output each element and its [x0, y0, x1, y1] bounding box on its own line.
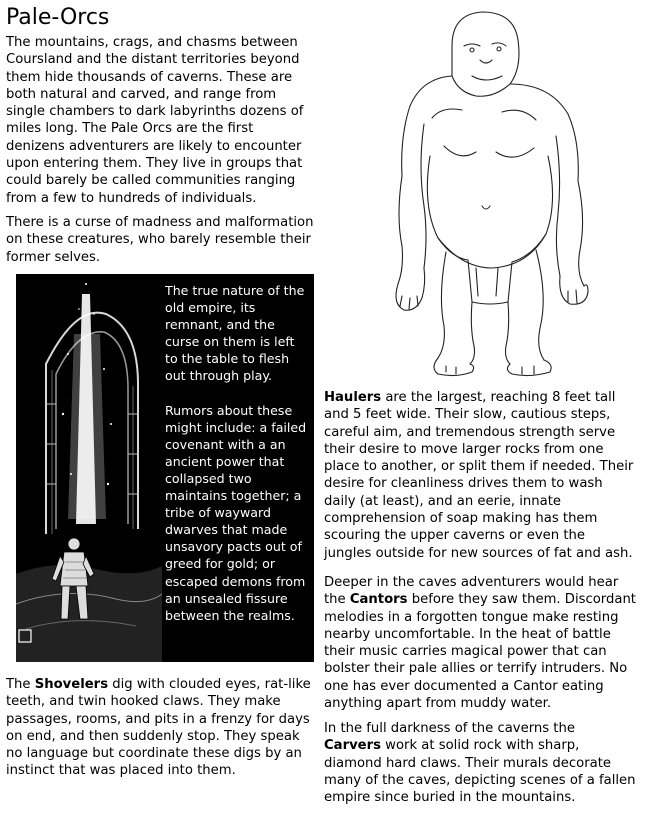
shovelers-lead: The — [6, 677, 35, 692]
haulers-name: Haulers — [324, 390, 382, 405]
carvers-paragraph — [324, 720, 636, 806]
cantors-text: before they saw them. Discordant melodies in a forgotten tongue make resting nearby uncomfortable. In the heat of battle their music carries magical power that can bolster their pale allies or terrify intruders. No one has ever documented a Cantor eating anything apart from muddy water. — [324, 592, 636, 712]
intro-paragraph: The mountains, crags, and chasms between Coursland and the distant territories beyond them hide thousands of caverns. These are both natural and carved, and range from single chambers to dark labyrinths dozens of miles long. The Pale Orcs are the first denizens adventurers are likely to encounter upon entering them. They live in groups that could barely be called communities ranging from a few to hundreds of individuals. — [6, 35, 304, 206]
page-title: Pale-Orcs — [6, 5, 110, 30]
pale-orc-illustration — [372, 6, 616, 378]
ruined-doorway-illustration — [16, 274, 162, 662]
sidebar-box — [16, 274, 314, 662]
cantors-paragraph — [324, 574, 636, 712]
sidebar-paragraph-rumors: Rumors about these might include: a failed covenant with a an ancient power that collapsed two maintains together; a tribe of wayward dwarves that made unsavory pacts out of greed for gold; or escaped demons from an unsealed fissure between the realms. — [165, 402, 307, 623]
curse-paragraph: There is a curse of madness and malformation on these creatures, who barely resemble their former selves. — [6, 215, 314, 265]
shovelers-text: dig with clouded eyes, rat-like teeth, and twin hooked claws. They make passages, rooms, and pits in a frenzy for days on end, and then suddenly stop. They speak no language but coordinate these digs by an instinct that was placed into them. — [6, 677, 311, 779]
carvers-lead: In the full darkness of the caverns the — [324, 721, 575, 736]
shovelers-paragraph — [6, 676, 312, 780]
haulers-paragraph — [324, 389, 636, 562]
carvers-text: work at solid rock with sharp, diamond hard claws. Their murals decorate many of the caves, depicting scenes of a fallen empire since buried in the mountains. — [324, 738, 636, 806]
sidebar-text — [165, 282, 308, 641]
cantors-name: Cantors — [349, 592, 408, 608]
sidebar-paragraph-nature: The true nature of the old empire, its remnant, and the curse on them is left to the table to flesh out through play. — [165, 283, 305, 384]
haulers-text: are the largest, reaching 8 feet tall and 5 feet wide. Their slow, cautious steps, careful aim, and tremendous strength serve their desire to move larger rocks from one place to another, or split them if needed. Their desire for cleanliness drives them to wash daily (at least), and an eerie, innate comprehension of soap making has them scouring the upper caverns or even the jungles outside for new sources of fat and ash. — [324, 390, 634, 561]
carvers-name: Carvers — [324, 738, 381, 754]
shovelers-name: Shovelers — [34, 677, 109, 692]
cantors-lead: Deeper in the caves adventurers would hear the — [324, 575, 619, 608]
